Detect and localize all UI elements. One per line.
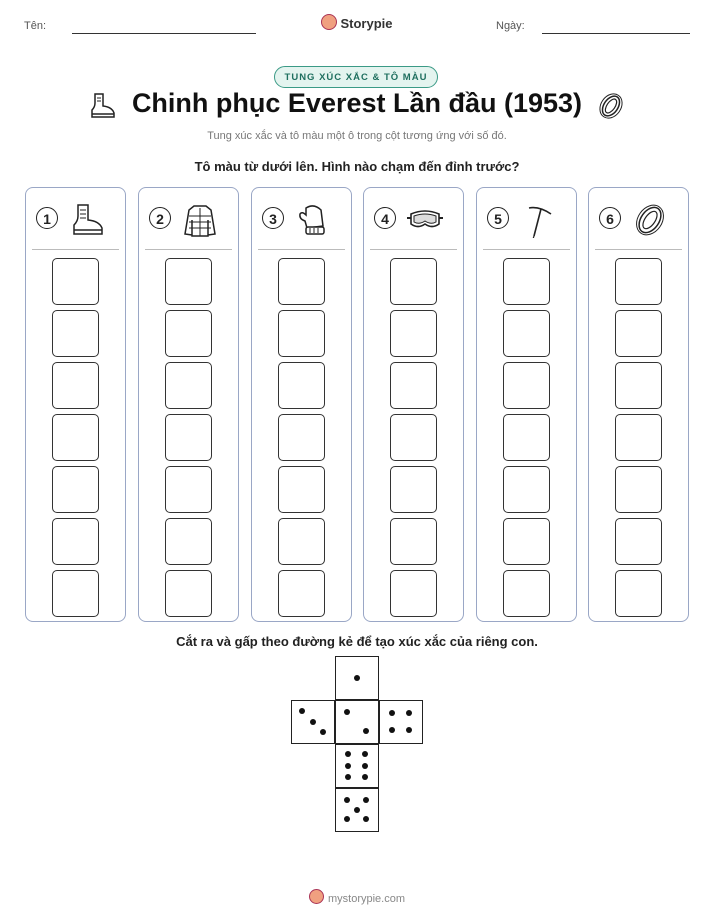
column-number: 4	[374, 207, 396, 229]
footer-url: mystorypie.com	[327, 893, 406, 905]
column-divider	[32, 249, 119, 250]
die-pip	[345, 774, 351, 780]
die-pip	[363, 797, 369, 803]
boot-icon	[66, 202, 108, 238]
color-cell[interactable]	[52, 466, 99, 513]
die-pip	[299, 708, 305, 714]
color-cell[interactable]	[503, 414, 550, 461]
column-header	[599, 202, 684, 238]
color-cell[interactable]	[390, 414, 437, 461]
color-cell[interactable]	[390, 310, 437, 357]
name-label: Tên:	[24, 20, 47, 32]
ice-axe-icon	[517, 202, 559, 238]
dice-column-2	[138, 187, 239, 622]
die-pip	[389, 710, 395, 716]
color-cell[interactable]	[165, 570, 212, 617]
die-pip	[362, 763, 368, 769]
brand-name: Storypie	[340, 16, 393, 31]
color-cell[interactable]	[278, 258, 325, 305]
jacket-icon	[179, 202, 221, 238]
page-title: Chinh phục Everest Lần đầu (1953)	[131, 88, 583, 118]
column-number: 5	[487, 207, 509, 229]
color-cell[interactable]	[615, 570, 662, 617]
color-cell[interactable]	[390, 362, 437, 409]
cut-instruction: Cắt ra và gấp theo đường kẻ để tạo xúc xắc của riêng con.	[176, 634, 538, 649]
die-pip	[354, 807, 360, 813]
color-cell[interactable]	[165, 362, 212, 409]
die-pip	[389, 727, 395, 733]
die-face-4	[379, 700, 423, 744]
column-number: 1	[36, 207, 58, 229]
die-face-1	[335, 656, 379, 700]
color-cell[interactable]	[165, 466, 212, 513]
dice-column-5	[476, 187, 577, 622]
color-cell[interactable]	[278, 310, 325, 357]
column-number: 3	[262, 207, 284, 229]
die-pip	[345, 751, 351, 757]
die-pip	[344, 709, 350, 715]
color-cell[interactable]	[615, 258, 662, 305]
color-cell[interactable]	[278, 362, 325, 409]
column-divider	[370, 249, 457, 250]
color-cell[interactable]	[165, 258, 212, 305]
color-cell[interactable]	[52, 570, 99, 617]
die-pip	[406, 727, 412, 733]
column-divider	[483, 249, 570, 250]
color-cell[interactable]	[390, 258, 437, 305]
subtitle: Tung xúc xắc và tô màu một ô trong cột tương ứng với số đó.	[207, 130, 507, 142]
die-pip	[344, 816, 350, 822]
dice-column-3	[251, 187, 352, 622]
color-cell[interactable]	[615, 414, 662, 461]
die-pip	[363, 728, 369, 734]
column-divider	[595, 249, 682, 250]
die-pip	[406, 710, 412, 716]
color-cell[interactable]	[503, 362, 550, 409]
color-cell[interactable]	[390, 518, 437, 565]
color-cell[interactable]	[615, 466, 662, 513]
column-header	[149, 202, 234, 238]
column-header	[487, 202, 572, 238]
brand-logo	[0, 14, 714, 31]
activity-badge: TUNG XÚC XẮC & TÔ MÀU	[274, 66, 438, 88]
color-cell[interactable]	[503, 466, 550, 513]
die-pip	[354, 675, 360, 681]
rope-icon	[629, 202, 671, 238]
color-cell[interactable]	[278, 414, 325, 461]
column-header	[262, 202, 347, 238]
die-pip	[362, 774, 368, 780]
date-line	[542, 33, 690, 34]
color-cell[interactable]	[615, 362, 662, 409]
die-face-5	[335, 788, 379, 832]
die-face-6	[335, 744, 379, 788]
die-pip	[345, 763, 351, 769]
column-header	[36, 202, 121, 238]
color-cell[interactable]	[615, 518, 662, 565]
color-cell[interactable]	[52, 310, 99, 357]
color-cell[interactable]	[503, 258, 550, 305]
dice-column-1	[25, 187, 126, 622]
color-cell[interactable]	[278, 518, 325, 565]
column-number: 2	[149, 207, 171, 229]
die-face-3	[291, 700, 335, 744]
color-cell[interactable]	[165, 414, 212, 461]
name-line	[72, 33, 256, 34]
coloring-instruction: Tô màu từ dưới lên. Hình nào chạm đến đỉnh trước?	[194, 159, 520, 174]
color-cell[interactable]	[278, 570, 325, 617]
color-cell[interactable]	[52, 258, 99, 305]
dice-column-4	[363, 187, 464, 622]
color-cell[interactable]	[278, 466, 325, 513]
goggles-icon	[404, 202, 446, 238]
color-cell[interactable]	[390, 570, 437, 617]
color-cell[interactable]	[615, 310, 662, 357]
storypie-logo-icon	[309, 889, 324, 904]
color-cell[interactable]	[503, 310, 550, 357]
color-cell[interactable]	[52, 362, 99, 409]
column-number: 6	[599, 207, 621, 229]
die-pip	[344, 797, 350, 803]
color-cell[interactable]	[52, 518, 99, 565]
die-pip	[310, 719, 316, 725]
color-cell[interactable]	[165, 518, 212, 565]
color-cell[interactable]	[503, 518, 550, 565]
die-pip	[362, 751, 368, 757]
column-divider	[145, 249, 232, 250]
column-divider	[258, 249, 345, 250]
color-cell[interactable]	[503, 570, 550, 617]
color-cell[interactable]	[390, 466, 437, 513]
storypie-logo-icon	[321, 14, 337, 30]
die-pip	[363, 816, 369, 822]
color-cell[interactable]	[165, 310, 212, 357]
mitten-icon	[292, 202, 334, 238]
rope-icon	[596, 91, 626, 121]
color-cell[interactable]	[52, 414, 99, 461]
column-header	[374, 202, 459, 238]
dice-column-6	[588, 187, 689, 622]
die-face-2	[335, 700, 379, 744]
die-pip	[320, 729, 326, 735]
footer	[0, 889, 714, 905]
date-label: Ngày:	[496, 20, 525, 32]
